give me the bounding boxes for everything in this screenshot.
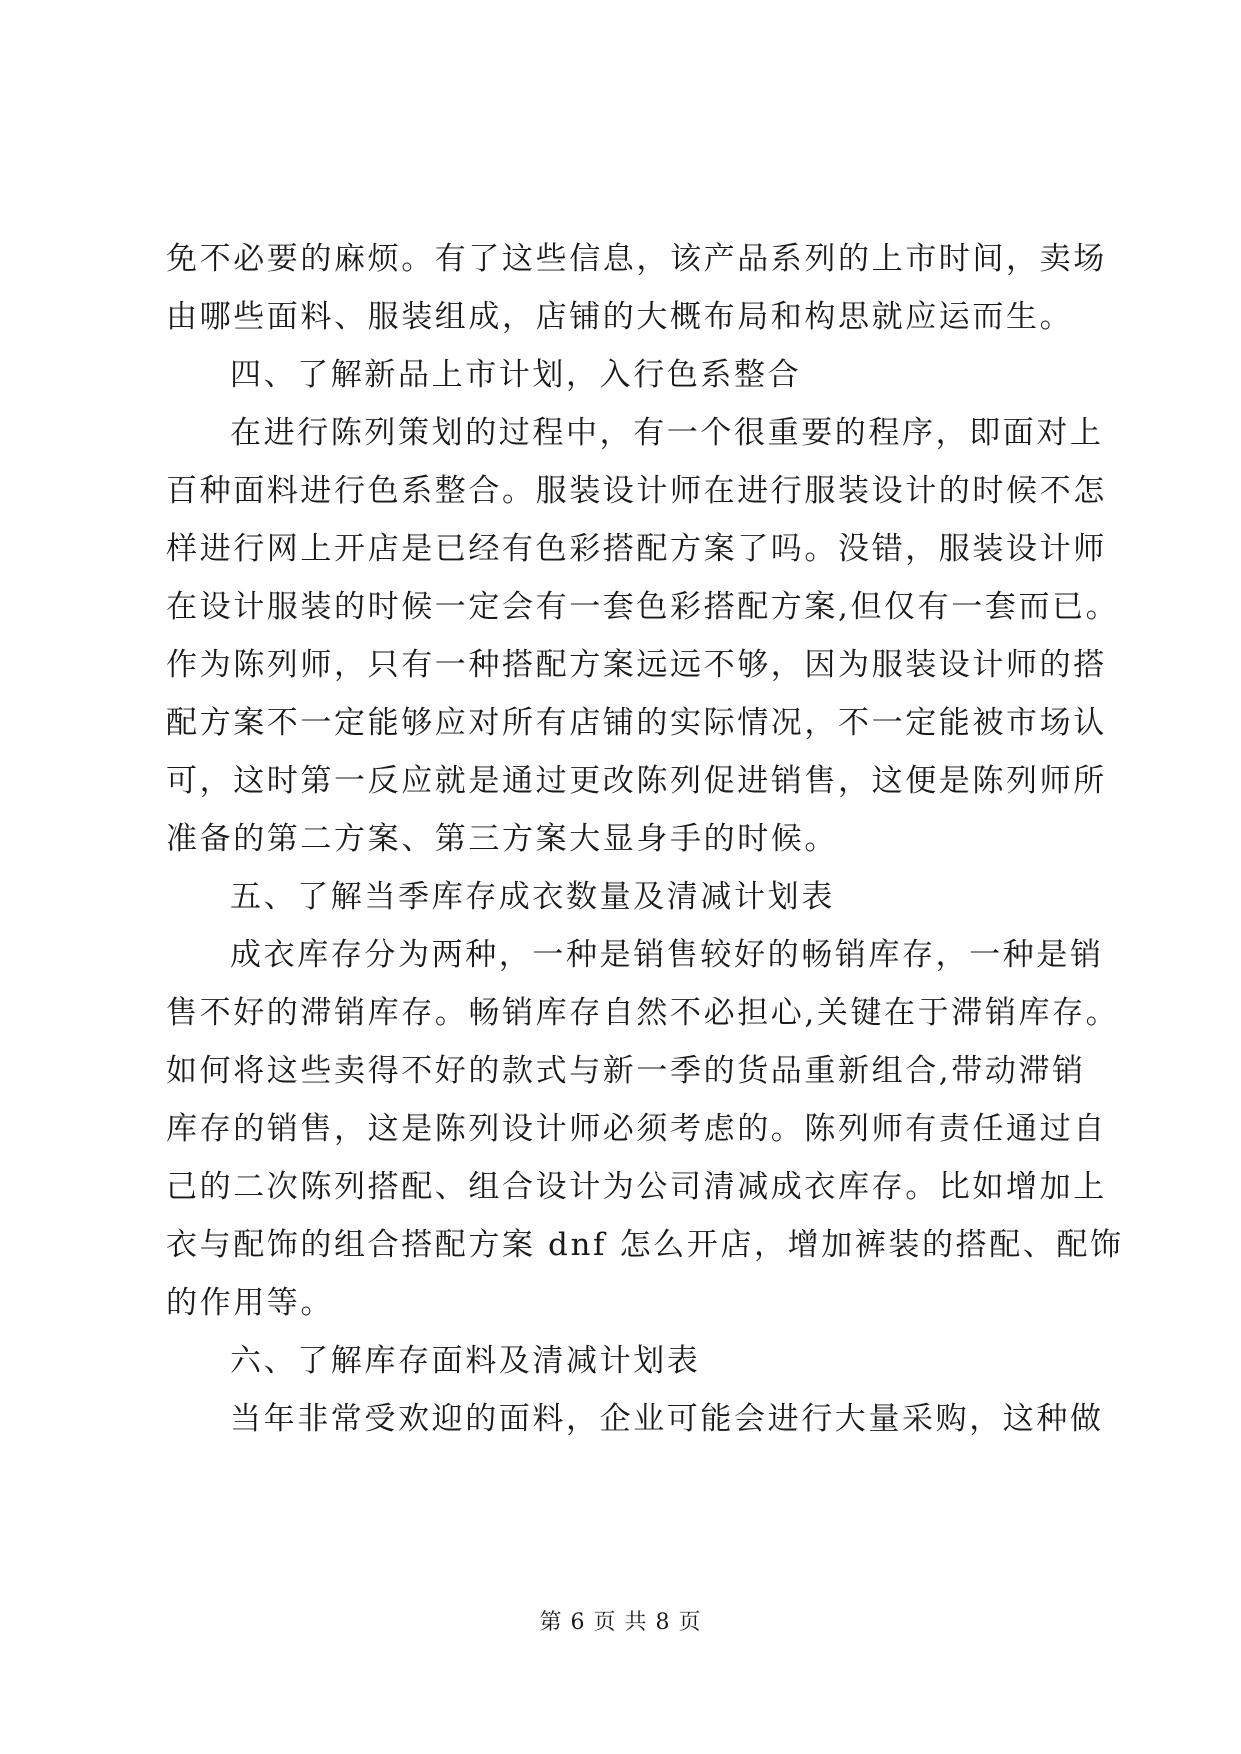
text-line-2: 由哪些面料、服装组成，店铺的大概布局和构思就应运而生。 bbox=[166, 299, 1074, 335]
section-heading-4: 四、了解新品上市计划，入行色系整合 bbox=[230, 357, 802, 393]
page-number-footer: 第 6 页 共 8 页 bbox=[539, 1610, 702, 1635]
section-heading-5: 五、了解当季库存成衣数量及清减计划表 bbox=[230, 879, 835, 915]
text-line-21: 当年非常受欢迎的面料，企业可能会进行大量采购，这种做 bbox=[230, 1401, 1104, 1437]
section-heading-6: 六、了解库存面料及清减计划表 bbox=[230, 1343, 701, 1379]
text-line-16: 库存的销售，这是陈列设计师必须考虑的。陈列师有责任通过自 bbox=[166, 1111, 1107, 1147]
text-line-19: 的作用等。 bbox=[166, 1285, 334, 1321]
text-line-5: 百种面料进行色系整合。服装设计师在进行服装设计的时候不怎 bbox=[166, 473, 1107, 509]
text-line-6: 样进行网上开店是已经有色彩搭配方案了吗。没错，服装设计师 bbox=[166, 531, 1107, 567]
text-line-7: 在设计服装的时候一定会有一套色彩搭配方案,但仅有一套而已。 bbox=[166, 589, 1120, 625]
text-line-8: 作为陈列师，只有一种搭配方案远远不够，因为服装设计师的搭 bbox=[166, 647, 1107, 683]
text-line-11: 准备的第二方案、第三方案大显身手的时候。 bbox=[166, 821, 838, 857]
text-line-9: 配方案不一定能够应对所有店铺的实际情况，不一定能被市场认 bbox=[166, 705, 1107, 741]
text-line-13: 成衣库存分为两种，一种是销售较好的畅销库存，一种是销 bbox=[230, 937, 1104, 973]
text-line-4: 在进行陈列策划的过程中，有一个很重要的程序，即面对上 bbox=[230, 415, 1104, 451]
text-line-10: 可，这时第一反应就是通过更改陈列促进销售，这便是陈列师所 bbox=[166, 763, 1107, 799]
text-line-18: 衣与配饰的组合搭配方案 dnf 怎么开店，增加裤装的搭配、配饰 bbox=[166, 1227, 1124, 1263]
text-line-1: 免不必要的麻烦。有了这些信息，该产品系列的上市时间，卖场 bbox=[166, 241, 1107, 277]
text-line-14: 售不好的滞销库存。畅销库存自然不必担心,关键在于滞销库存。 bbox=[166, 995, 1120, 1031]
text-line-15: 如何将这些卖得不好的款式与新一季的货品重新组合,带动滞销 bbox=[166, 1053, 1086, 1089]
document-body bbox=[166, 230, 1124, 1448]
text-line-17: 己的二次陈列搭配、组合设计为公司清减成衣库存。比如增加上 bbox=[166, 1169, 1107, 1205]
